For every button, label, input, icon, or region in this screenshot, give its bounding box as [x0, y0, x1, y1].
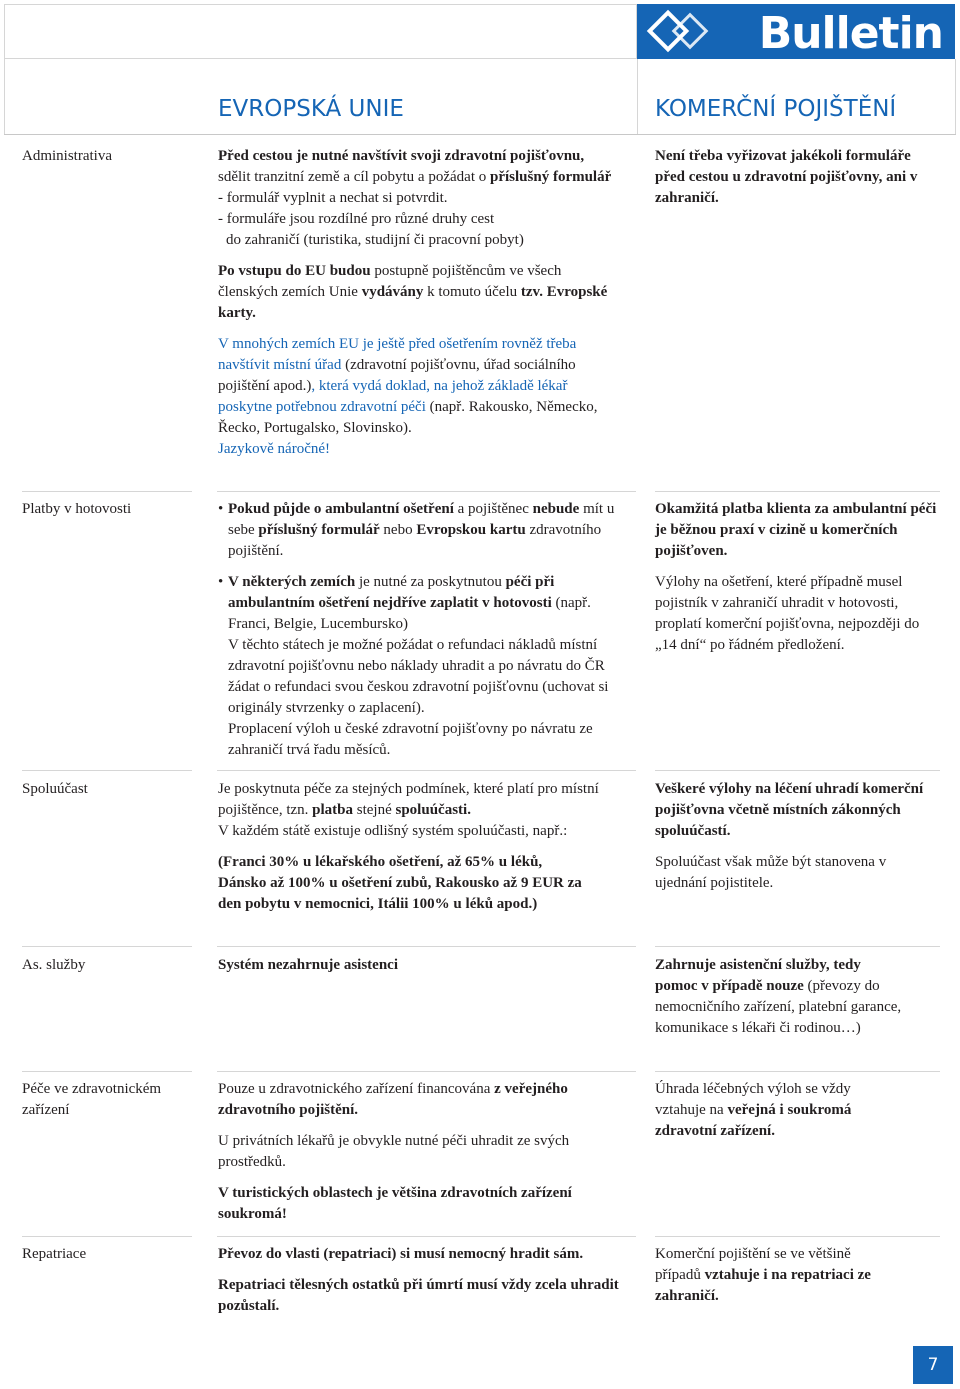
eu-repatriace	[218, 1244, 623, 1327]
text-span: tzv. Evropské karty.	[218, 284, 608, 321]
text-span: do zahraničí (turistika, studijní či pracovní pobyt)	[226, 232, 524, 248]
column-divider-line	[637, 59, 638, 135]
bulletin-masthead	[637, 4, 955, 59]
text-span: V mnohých zemích EU je ještě před ošetřením rovněž třeba navštívit místní úřad	[218, 336, 577, 373]
text-span: příslušný formulář	[490, 169, 612, 185]
text-span: - formulář vyplnit a nechat si potvrdit.	[218, 190, 448, 206]
text-span: spoluúčasti.	[395, 802, 471, 818]
row-separator	[22, 491, 192, 492]
text-span: příslušný formulář	[258, 522, 380, 538]
text-span: stejné	[353, 802, 396, 818]
header-bottom-line	[4, 134, 956, 135]
text-span: Jazykově náročné!	[218, 441, 331, 457]
row-separator	[655, 1236, 940, 1237]
page-number: 7	[913, 1346, 953, 1384]
row-separator	[217, 491, 636, 492]
kp-repatriace	[655, 1244, 895, 1317]
column-header-eu: EVROPSKÁ UNIE	[218, 96, 404, 122]
text-span: Spoluúčast však může být stanovena v ujednání pojistitele.	[655, 854, 887, 891]
text-span: Komerční pojištění se ve většině případů	[655, 1246, 851, 1283]
text-span: Pokud půjde o ambulantní ošetření	[228, 501, 454, 517]
text-span: péči při ambulantním ošetření nejdříve zaplatit v hotovosti	[228, 574, 555, 611]
text-span: V každém státě existuje odlišný systém spoluúčasti, např.:	[218, 823, 568, 839]
row-label-pece: Péče ve zdravotnickém zařízení	[22, 1081, 162, 1118]
text-span: postupně pojištěncům ve všech členských zemích Unie	[218, 263, 562, 300]
text-span: nebude	[532, 501, 580, 517]
text-span: Před cestou je nutné navštívit svoji zdravotní pojišťovnu,	[218, 148, 585, 164]
kp-spoluucast	[655, 779, 940, 904]
text-span: (např. Rakousko, Německo, Řecko, Portugalsko, Slovinsko).	[218, 399, 598, 436]
text-span: sdělit tranzitní země a cíl pobytu a požádat o	[218, 169, 490, 185]
text-span: (zdravotní pojišťovnu, úřad sociálního pojištění apod.)	[218, 357, 576, 394]
row-separator	[655, 491, 940, 492]
eu-administrativa	[218, 146, 618, 470]
kp-platby	[655, 499, 940, 666]
text-span: mít u sebe	[228, 501, 615, 538]
text-span: V některých zemích	[228, 574, 356, 590]
row-separator	[655, 1071, 940, 1072]
row-label-platby: Platby v hotovosti	[22, 501, 132, 517]
row-separator	[22, 770, 192, 771]
eu-asistence	[218, 955, 618, 986]
row-separator	[217, 1071, 636, 1072]
text-span: Pouze u zdravotnického zařízení financována	[218, 1081, 495, 1097]
row-label-spoluucast: Spoluúčast	[22, 781, 88, 797]
frame-right-line	[955, 59, 956, 135]
text-span: Výlohy na ošetření, které případně musel pojistník v zahraničí uhradit v hotovosti, proplatí komerční pojišťovna, nejpozději do „14 dní“ po řádném předložení.	[655, 574, 920, 653]
eu-spoluucast	[218, 779, 623, 925]
text-span: (Franci 30% u lékařského ošetření, až 65% u léků, Dánsko až 100% u ošetření zubů, Rakousko až 9 EUR za den pobytu v nemocnici, Itálii 100% u léků apod.)	[218, 854, 582, 912]
text-span: vztahuje i na repatriaci ze zahraničí.	[655, 1267, 871, 1304]
masthead-title: Bulletin	[758, 8, 943, 59]
text-span: zdravotního pojištění.	[228, 522, 602, 559]
text-span: k tomuto účelu	[423, 284, 521, 300]
text-span: vydávány	[361, 284, 424, 300]
eu-pece	[218, 1079, 588, 1235]
row-separator	[217, 1236, 636, 1237]
text-span: V těchto státech je možné požádat o refundaci nákladů místní zdravotní pojišťovnu nebo náklady uhradit a po návratu do ČR žádat o refundaci svou českou zdravotní pojišťovnu (uchovat si originály stvrzenky o zaplacení).	[228, 637, 609, 716]
row-separator	[655, 946, 940, 947]
text-span: Úhrada léčebných výloh se vždy vztahuje na	[655, 1081, 851, 1118]
row-label-repatriace: Repatriace	[22, 1246, 87, 1262]
text-span: veřejná i soukromá zdravotní zařízení.	[655, 1102, 852, 1139]
row-separator	[655, 770, 940, 771]
header-frame	[4, 4, 637, 59]
kp-asistence	[655, 955, 905, 1049]
row-separator	[22, 1071, 192, 1072]
kp-pece	[655, 1079, 895, 1152]
frame-left-line	[4, 59, 5, 135]
text-span: platba	[312, 802, 353, 818]
text-span: (např. Franci, Belgie, Lucembursko)	[228, 595, 591, 632]
text-span: Repatriaci tělesných ostatků při úmrtí musí vždy zcela uhradit pozůstalí.	[218, 1277, 619, 1314]
text-span: (převozy do nemocničního zařízení, platební garance, komunikace s lékaři či rodinou…)	[655, 978, 902, 1036]
text-span: Okamžitá platba klienta za ambulantní péči je běžnou praxí v cizině u komerčních pojišťoven.	[655, 501, 937, 559]
text-span: Zahrnuje asistenční služby, tedy pomoc v případě nouze	[655, 957, 861, 994]
eu-platby	[218, 499, 618, 771]
text-span: Systém nezahrnuje asistenci	[218, 957, 398, 973]
kp-administrativa	[655, 146, 925, 219]
text-span: Evropskou kartu	[416, 522, 526, 538]
text-span: a pojištěnec	[453, 501, 533, 517]
text-span: Proplacení výloh u české zdravotní pojišťovny po návratu ze zahraničí trvá řadu měsíců.	[228, 721, 593, 758]
text-span: - formuláře jsou rozdílné pro různé druhy cest	[218, 211, 495, 227]
text-span: Veškeré výlohy na léčení uhradí komerční pojišťovna včetně místních zákonných spoluúčastí.	[655, 781, 924, 839]
text-span: je nutné za poskytnutou	[355, 574, 506, 590]
text-span: Je poskytnuta péče za stejných podmínek, které platí pro místní pojištěnce, tzn.	[218, 781, 599, 818]
text-span: z veřejného zdravotního pojištění.	[218, 1081, 568, 1118]
text-span: Není třeba vyřizovat jakékoli formuláře před cestou u zdravotní pojišťovny, ani v zahraničí.	[655, 148, 918, 206]
text-span: Po vstupu do EU budou	[218, 263, 371, 279]
column-header-commercial: KOMERČNÍ POJIŠTĚNÍ	[655, 96, 897, 122]
text-span: , která vydá doklad, na jehož základě lékař poskytne potřebnou zdravotní péči	[218, 378, 568, 415]
row-separator	[217, 946, 636, 947]
row-separator	[22, 946, 192, 947]
text-span: nebo	[379, 522, 417, 538]
text-span: Převoz do vlasti (repatriaci) si musí nemocný hradit sám.	[218, 1246, 584, 1262]
text-span: U privátních lékařů je obvykle nutné péči uhradit ze svých prostředků.	[218, 1133, 570, 1170]
row-separator	[22, 1236, 192, 1237]
text-span: V turistických oblastech je většina zdravotních zařízení soukromá!	[218, 1185, 572, 1222]
row-label-asistence: As. služby	[22, 957, 86, 973]
row-label-administrativa: Administrativa	[22, 148, 112, 164]
